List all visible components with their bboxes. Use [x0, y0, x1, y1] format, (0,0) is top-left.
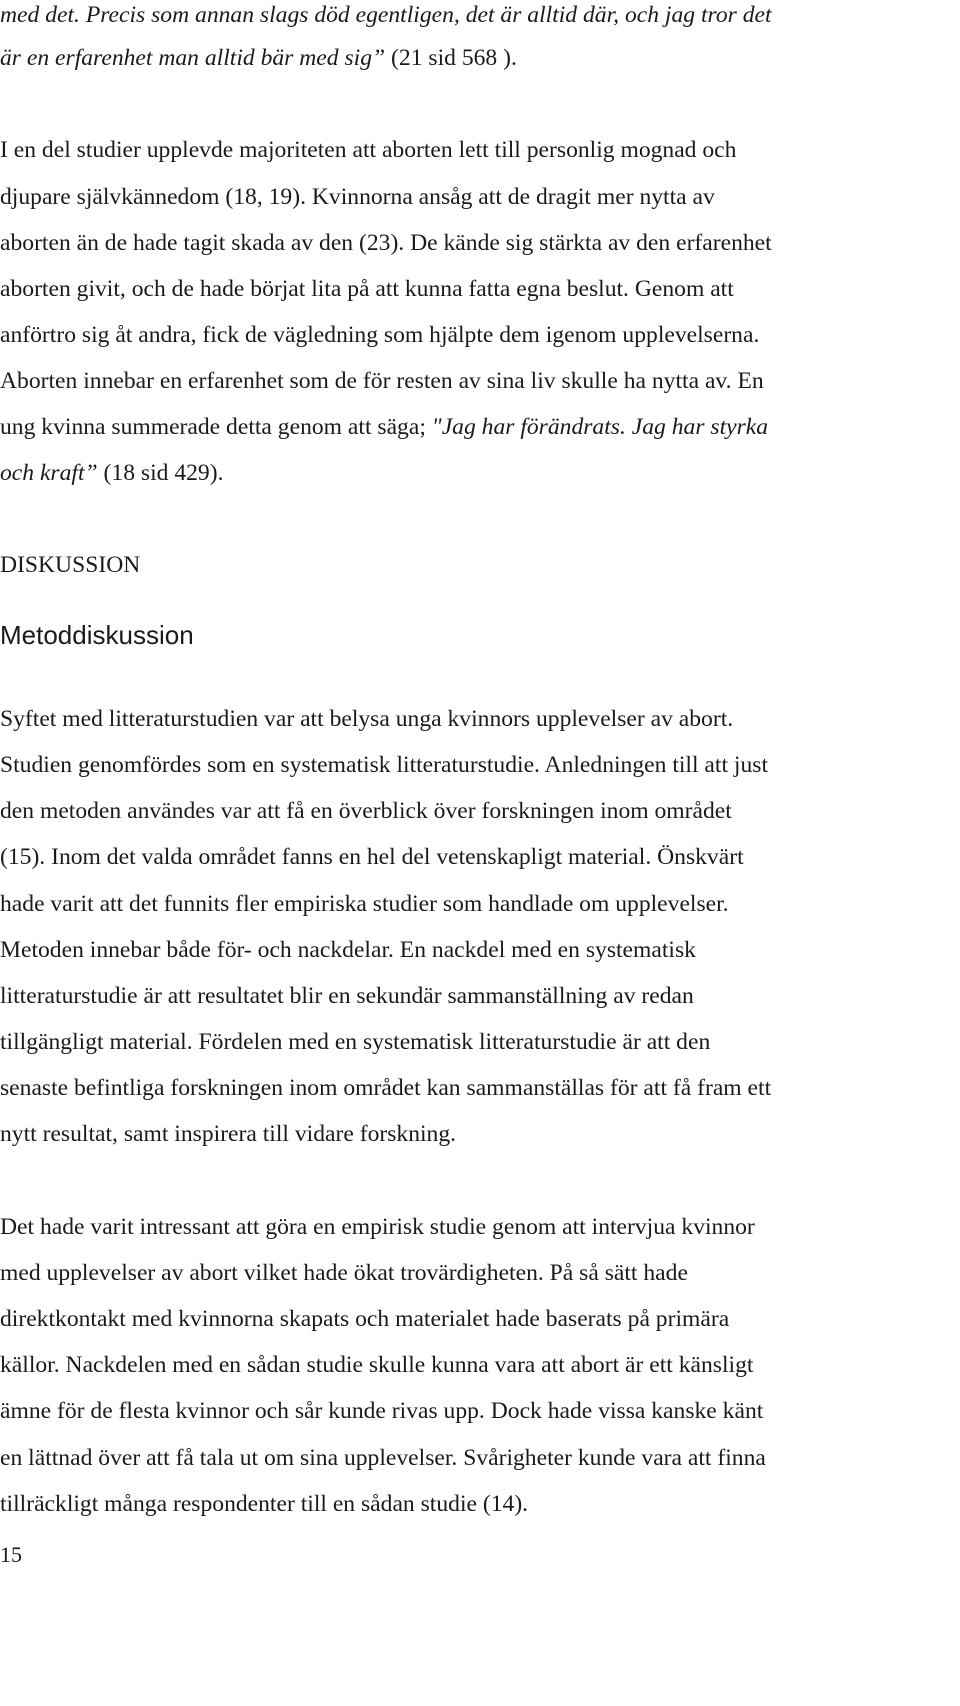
- quote-text: och kraft”: [0, 460, 98, 486]
- citation: (21 sid 568 ).: [385, 45, 517, 71]
- citation: (18 sid 429).: [97, 460, 224, 486]
- text-line: djupare självkännedom (18, 19). Kvinnorna ansåg att de dragit mer nytta av: [0, 184, 715, 210]
- text-line: tillräckligt många respondenter till en sådan studie (14).: [0, 1491, 529, 1517]
- text-line: [0, 412, 768, 442]
- text-line: ämne för de flesta kvinnor och sår kunde rivas upp. Dock hade vissa kanske känt: [0, 1398, 764, 1424]
- text-line: [0, 458, 223, 488]
- quote-text: med det. Precis som annan slags död egentligen, det är alltid där, och jag tror det: [0, 2, 772, 28]
- text-line: (15). Inom det valda området fanns en hel del vetenskapligt material. Önskvärt: [0, 844, 744, 870]
- quote-text: "Jag har förändrats. Jag har styrka: [431, 414, 769, 440]
- text-line: aborten givit, och de hade börjat lita på att kunna fatta egna beslut. Genom att: [0, 276, 734, 302]
- text-line: [0, 0, 772, 30]
- body-text: ung kvinna summerade detta genom att säga;: [0, 414, 432, 440]
- text-line: Aborten innebar en erfarenhet som de för resten av sina liv skulle ha nytta av. En: [0, 368, 764, 394]
- text-line: senaste befintliga forskningen inom området kan sammanställas för att få fram ett: [0, 1075, 772, 1101]
- text-line: en lättnad över att få tala ut om sina upplevelser. Svårigheter kunde vara att finna: [0, 1445, 766, 1471]
- text-line: hade varit att det funnits fler empiriska studier som handlade om upplevelser.: [0, 891, 729, 917]
- page-number: 15: [0, 1542, 22, 1567]
- section-heading: DISKUSSION: [0, 552, 141, 578]
- text-line: litteraturstudie är att resultatet blir en sekundär sammanställning av redan: [0, 983, 694, 1009]
- text-line: Metoden innebar både för- och nackdelar. En nackdel med en systematisk: [0, 937, 696, 963]
- text-line: med upplevelser av abort vilket hade ökat trovärdigheten. På så sätt hade: [0, 1260, 688, 1286]
- text-line: nytt resultat, samt inspirera till vidare forskning.: [0, 1121, 457, 1147]
- text-line: direktkontakt med kvinnorna skapats och materialet hade baserats på primära: [0, 1306, 730, 1332]
- text-line: källor. Nackdelen med en sådan studie skulle kunna vara att abort är ett känsligt: [0, 1352, 754, 1378]
- text-line: I en del studier upplevde majoriteten att aborten lett till personlig mognad och: [0, 137, 737, 163]
- text-line: Studien genomfördes som en systematisk litteraturstudie. Anledningen till att just: [0, 752, 769, 778]
- text-line: den metoden användes var att få en överblick över forskningen inom området: [0, 798, 732, 824]
- text-line: anförtro sig åt andra, fick de vägledning som hjälpte dem igenom upplevelserna.: [0, 322, 760, 348]
- text-line: [0, 43, 517, 73]
- text-line: tillgängligt material. Fördelen med en systematisk litteraturstudie är att den: [0, 1029, 711, 1055]
- text-line: Syftet med litteraturstudien var att belysa unga kvinnors upplevelser av abort.: [0, 706, 734, 732]
- text-line: aborten än de hade tagit skada av den (23). De kände sig stärkta av den erfarenhet: [0, 230, 772, 256]
- subsection-heading: Metoddiskussion: [0, 620, 194, 650]
- text-line: Det hade varit intressant att göra en empirisk studie genom att intervjua kvinnor: [0, 1214, 755, 1240]
- quote-text: är en erfarenhet man alltid bär med sig”: [0, 45, 386, 71]
